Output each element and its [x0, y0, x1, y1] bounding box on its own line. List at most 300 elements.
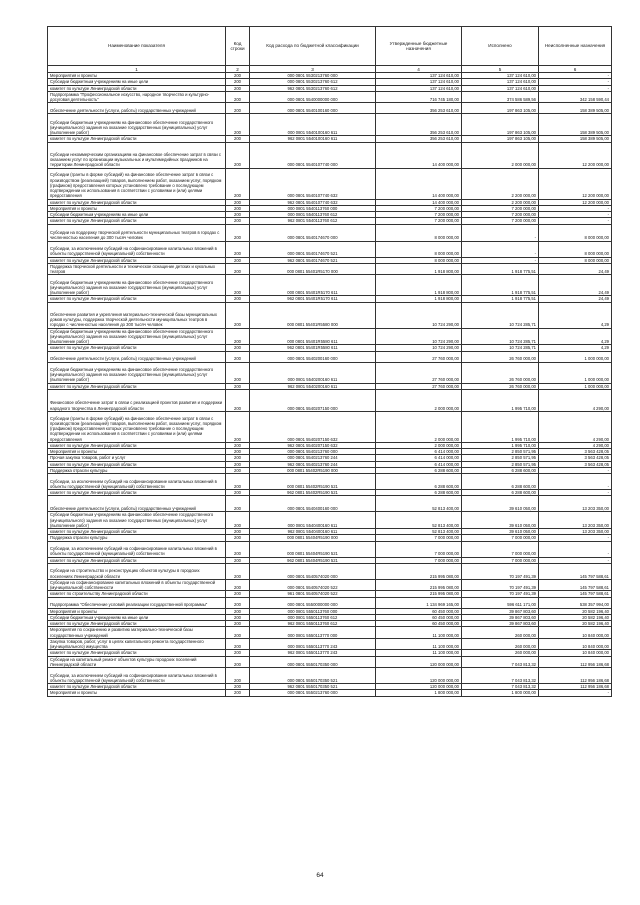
header-approved: Утвержденные бюджетные назначения — [376, 27, 462, 66]
row-name: комитет по культуре Ленинградской области — [48, 85, 226, 91]
row-line-code: 200 — [226, 103, 250, 114]
row-budget-code: 000 0801 5540100160 611 — [250, 114, 376, 136]
table-row — [48, 490, 612, 496]
row-line-code: 200 — [226, 296, 250, 302]
row-executed-amount: 1 918 775,51 — [462, 296, 539, 302]
row-unexecuted-amount: - — [539, 490, 612, 496]
row-approved-amount: 52 813 400,00 — [376, 512, 462, 529]
row-line-code: 200 — [226, 579, 250, 591]
row-line-code: 200 — [226, 455, 250, 461]
row-executed-amount: 2 850 571,95 — [462, 455, 539, 461]
table-row — [48, 461, 612, 467]
table-row — [48, 411, 612, 442]
row-name: комитет по строительству Ленинградской области — [48, 591, 226, 597]
column-number: 5 — [462, 66, 539, 73]
row-line-code: 200 — [226, 650, 250, 656]
row-line-code: 200 — [226, 257, 250, 263]
row-line-code: 200 — [226, 199, 250, 205]
row-line-code: 200 — [226, 389, 250, 411]
row-executed-amount: 26 760 000,00 — [462, 383, 539, 389]
table-row — [48, 614, 612, 620]
table-row — [48, 597, 612, 608]
row-executed-amount: 6 288 600,00 — [462, 490, 539, 496]
row-unexecuted-amount: 12 200 000,00 — [539, 142, 612, 168]
row-budget-code: 000 0801 5540574020 000 — [250, 563, 376, 579]
row-executed-amount: 2 200 000,00 — [462, 199, 539, 205]
row-budget-code: 000 0801 5540574020 522 — [250, 579, 376, 591]
row-unexecuted-amount: 8 000 000,00 — [539, 241, 612, 257]
row-budget-code: 000 0801 5540400160 611 — [250, 512, 376, 529]
table-row — [48, 690, 612, 696]
row-executed-amount: 1 918 775,51 — [462, 263, 539, 275]
row-executed-amount: 39 610 050,00 — [462, 529, 539, 535]
row-unexecuted-amount: 3 563 428,05 — [539, 449, 612, 455]
row-unexecuted-amount: 4,29 — [539, 328, 612, 345]
row-budget-code: 000 0801 5530213760 612 — [250, 79, 376, 85]
row-unexecuted-amount: - — [539, 73, 612, 79]
row-budget-code: 000 0801 5550000000 000 — [250, 597, 376, 608]
row-executed-amount: 10 724 285,71 — [462, 302, 539, 328]
table-row — [48, 263, 612, 275]
row-executed-amount: 197 863 105,00 — [462, 114, 539, 136]
row-executed-amount: - — [462, 224, 539, 241]
row-unexecuted-amount: 10 840 000,00 — [539, 627, 612, 639]
row-unexecuted-amount: 24,49 — [539, 263, 612, 275]
table-row — [48, 224, 612, 241]
row-budget-code: 000 0801 55401R5580 000 — [250, 302, 376, 328]
row-approved-amount: 7 000 000,00 — [376, 541, 462, 557]
table-row — [48, 621, 612, 627]
row-approved-amount: 7 200 000,00 — [376, 212, 462, 218]
row-executed-amount: 10 724 285,71 — [462, 328, 539, 345]
row-unexecuted-amount: - — [539, 218, 612, 224]
row-unexecuted-amount: 158 389 505,00 — [539, 114, 612, 136]
row-budget-code: 962 0801 5530213760 612 — [250, 85, 376, 91]
table-row — [48, 650, 612, 656]
row-name: комитет по культуре Ленинградской области — [48, 461, 226, 467]
row-executed-amount: 7 043 813,32 — [462, 684, 539, 690]
row-budget-code: 000 0801 5540000000 000 — [250, 91, 376, 103]
row-budget-code: 000 0801 5540100160 000 — [250, 103, 376, 114]
table-row — [48, 79, 612, 85]
row-name: комитет по культуре Ленинградской области — [48, 296, 226, 302]
row-approved-amount: 11 100 000,00 — [376, 650, 462, 656]
row-name: Субсидии бюджетным учреждениям на финансовое обеспечение государственного (муниципального) задания на оказание государственных (муниципальных) услуг (выполнение работ) — [48, 275, 226, 296]
row-budget-code: 962 0801 5550113760 612 — [250, 621, 376, 627]
row-line-code: 200 — [226, 241, 250, 257]
table-row — [48, 142, 612, 168]
row-budget-code: 962 0801 5540100160 611 — [250, 136, 376, 142]
row-budget-code: 000 0801 5540107740 000 — [250, 142, 376, 168]
row-executed-amount: 7 043 813,32 — [462, 656, 539, 668]
row-name: комитет по культуре Ленинградской области — [48, 218, 226, 224]
row-executed-amount: 197 863 105,00 — [462, 103, 539, 114]
row-approved-amount: 10 724 290,00 — [376, 345, 462, 351]
column-number: 3 — [250, 66, 376, 73]
row-executed-amount: 6 288 600,00 — [462, 474, 539, 490]
row-approved-amount: 6 414 000,00 — [376, 461, 462, 467]
row-approved-amount: 137 124 610,00 — [376, 79, 462, 85]
row-budget-code: 000 0801 5550113760 612 — [250, 614, 376, 620]
row-approved-amount: 6 414 000,00 — [376, 449, 462, 455]
row-approved-amount: 215 995 080,00 — [376, 591, 462, 597]
row-approved-amount: 11 100 000,00 — [376, 627, 462, 639]
table-row — [48, 684, 612, 690]
header-executed: Исполнено — [462, 27, 539, 66]
row-executed-amount: 2 000 000,00 — [462, 142, 539, 168]
row-unexecuted-amount: 4,29 — [539, 302, 612, 328]
row-name: Субсидии, за исключением субсидий на софинансирование капитальных вложений в объекты государственной (муниципальной) собственности — [48, 668, 226, 684]
row-budget-code: 962 0801 5550113770 243 — [250, 650, 376, 656]
row-executed-amount: 39 867 803,60 — [462, 614, 539, 620]
row-executed-amount: 260 000,00 — [462, 650, 539, 656]
table-row — [48, 114, 612, 136]
row-line-code: 200 — [226, 467, 250, 473]
row-approved-amount: 120 000 000,00 — [376, 684, 462, 690]
row-executed-amount: 260 000,00 — [462, 627, 539, 639]
row-executed-amount: 137 124 610,00 — [462, 79, 539, 85]
row-executed-amount: 26 760 000,00 — [462, 362, 539, 383]
header-line-code: Код строки — [226, 27, 250, 66]
row-executed-amount: 260 000,00 — [462, 638, 539, 650]
row-budget-code: 000 0801 5540107740 632 — [250, 168, 376, 199]
row-budget-code: 000 0801 55402R5190 521 — [250, 474, 376, 490]
row-unexecuted-amount: 20 582 196,40 — [539, 621, 612, 627]
row-unexecuted-amount: 20 582 196,40 — [539, 614, 612, 620]
row-line-code: 200 — [226, 212, 250, 218]
row-executed-amount: 1 995 710,00 — [462, 389, 539, 411]
table-row — [48, 345, 612, 351]
row-name: Прочая закупка товаров, работ и услуг — [48, 455, 226, 461]
table-row — [48, 442, 612, 448]
row-name: Субсидии бюджетным учреждениям на иные цели — [48, 79, 226, 85]
row-executed-amount: - — [462, 257, 539, 263]
row-unexecuted-amount: 8 000 000,00 — [539, 224, 612, 241]
row-approved-amount: 215 995 080,00 — [376, 563, 462, 579]
row-approved-amount: 1 918 800,00 — [376, 275, 462, 296]
row-approved-amount: 10 724 290,00 — [376, 328, 462, 345]
row-budget-code: 000 0801 55404R5190 521 — [250, 541, 376, 557]
row-budget-code: 962 0801 5540400160 611 — [250, 529, 376, 535]
row-name: Субсидии некоммерческим организациям на финансовое обеспечение затрат в связи с оказанием услуг по организации музыкальных и мультимедийных праздников на территории Ленинградской области — [48, 142, 226, 168]
row-unexecuted-amount: 10 840 000,00 — [539, 638, 612, 650]
row-line-code: 200 — [226, 608, 250, 614]
row-budget-code: 962 0801 5540113760 612 — [250, 218, 376, 224]
row-line-code: 200 — [226, 73, 250, 79]
row-approved-amount: 215 995 080,00 — [376, 579, 462, 591]
row-line-code: 200 — [226, 142, 250, 168]
row-approved-amount: 6 288 600,00 — [376, 490, 462, 496]
row-name: Мероприятия и проекты — [48, 690, 226, 696]
row-budget-code: 962 0801 5540207150 632 — [250, 442, 376, 448]
row-name: Субсидии на поддержку творческой деятельности муниципальных театров в городах с численностью населения до 300 тысяч человек — [48, 224, 226, 241]
row-line-code: 200 — [226, 690, 250, 696]
row-line-code: 200 — [226, 85, 250, 91]
row-name: Подпрограмма "Профессиональное искусство, народное творчество и культурно-досуговая деятельность" — [48, 91, 226, 103]
row-approved-amount: 137 124 610,00 — [376, 73, 462, 79]
row-unexecuted-amount: 8 000 000,00 — [539, 257, 612, 263]
row-executed-amount: 39 867 803,60 — [462, 621, 539, 627]
row-unexecuted-amount: 158 389 505,00 — [539, 136, 612, 142]
row-line-code: 200 — [226, 362, 250, 383]
row-executed-amount: 1 995 710,00 — [462, 442, 539, 448]
row-executed-amount: 39 610 050,00 — [462, 512, 539, 529]
row-approved-amount: 137 124 610,00 — [376, 85, 462, 91]
row-executed-amount: 7 000 000,00 — [462, 541, 539, 557]
row-unexecuted-amount: - — [539, 474, 612, 490]
row-line-code: 200 — [226, 218, 250, 224]
row-name: комитет по культуре Ленинградской области — [48, 442, 226, 448]
row-approved-amount: 52 813 400,00 — [376, 529, 462, 535]
table-row — [48, 136, 612, 142]
header-indicator-name: Наименование показателя — [48, 27, 226, 66]
table-row — [48, 656, 612, 668]
row-executed-amount: 10 724 285,71 — [462, 345, 539, 351]
row-unexecuted-amount: - — [539, 205, 612, 211]
row-line-code: 200 — [226, 496, 250, 512]
row-executed-amount: 197 863 105,00 — [462, 136, 539, 142]
row-line-code: 200 — [226, 474, 250, 490]
row-unexecuted-amount: 538 357 994,00 — [539, 597, 612, 608]
row-name: Мероприятия и проекты — [48, 449, 226, 455]
row-approved-amount: 60 450 000,00 — [376, 614, 462, 620]
row-unexecuted-amount: - — [539, 690, 612, 696]
table-row — [48, 351, 612, 362]
budget-execution-table — [47, 26, 612, 697]
row-budget-code: 000 0801 5550113770 000 — [250, 627, 376, 639]
row-name: Мероприятия по сохранению и развитию материально-технической базы государственных учреждений — [48, 627, 226, 639]
row-name: Субсидии на софинансирование капитальных вложений в объекты государственной (муниципальной) собственности — [48, 579, 226, 591]
row-approved-amount: 60 450 000,00 — [376, 608, 462, 614]
row-budget-code: 962 0801 55401R5580 611 — [250, 345, 376, 351]
row-approved-amount: 2 000 000,00 — [376, 411, 462, 442]
row-approved-amount: 1 800 000,00 — [376, 690, 462, 696]
row-executed-amount: 39 867 803,60 — [462, 608, 539, 614]
header-budget-classification: Код расхода по бюджетной классификации — [250, 27, 376, 66]
row-name: Обеспечение деятельности (услуги, работы) государственных учреждений — [48, 103, 226, 114]
table-row — [48, 85, 612, 91]
row-approved-amount: 8 000 000,00 — [376, 224, 462, 241]
row-approved-amount: 2 000 000,00 — [376, 442, 462, 448]
row-approved-amount: 60 450 000,00 — [376, 621, 462, 627]
row-line-code: 200 — [226, 529, 250, 535]
row-budget-code: 000 0801 55402R5190 000 — [250, 467, 376, 473]
column-number-row — [48, 66, 612, 73]
row-name: Субсидии на строительство и реконструкцию объектов культуры в городских поселениях Ленинградской области — [48, 563, 226, 579]
row-approved-amount: 6 288 600,00 — [376, 474, 462, 490]
table-row — [48, 541, 612, 557]
row-line-code: 200 — [226, 345, 250, 351]
row-name: Субсидии бюджетным учреждениям на иные цели — [48, 212, 226, 218]
row-unexecuted-amount: 13 203 350,00 — [539, 496, 612, 512]
row-executed-amount: 374 586 589,56 — [462, 91, 539, 103]
table-row — [48, 591, 612, 597]
row-budget-code: 000 0801 5540213760 244 — [250, 455, 376, 461]
row-unexecuted-amount: - — [539, 557, 612, 563]
row-name: Субсидии бюджетным учреждениям на иные цели — [48, 614, 226, 620]
row-unexecuted-amount: 20 582 196,40 — [539, 608, 612, 614]
row-unexecuted-amount: 145 797 588,61 — [539, 591, 612, 597]
row-executed-amount: 26 760 000,00 — [462, 351, 539, 362]
row-line-code: 200 — [226, 614, 250, 620]
row-budget-code: 961 0801 5540574020 522 — [250, 591, 376, 597]
row-executed-amount: 7 200 000,00 — [462, 205, 539, 211]
row-unexecuted-amount: - — [539, 541, 612, 557]
row-line-code: 200 — [226, 490, 250, 496]
table-row — [48, 199, 612, 205]
row-budget-code: 000 0801 5540400160 000 — [250, 496, 376, 512]
row-budget-code: 962 0801 55404R5190 521 — [250, 557, 376, 563]
row-approved-amount: 356 253 610,00 — [376, 114, 462, 136]
table-row — [48, 241, 612, 257]
row-budget-code: 000 0801 5540207150 000 — [250, 389, 376, 411]
row-approved-amount: 1 918 800,00 — [376, 263, 462, 275]
row-executed-amount: 1 995 710,00 — [462, 411, 539, 442]
row-budget-code: 000 0801 5540174670 000 — [250, 224, 376, 241]
row-budget-code: 000 0801 5550113760 000 — [250, 608, 376, 614]
row-line-code: 200 — [226, 79, 250, 85]
row-approved-amount: 7 200 000,00 — [376, 218, 462, 224]
row-name: Поддержка отрасли культуры — [48, 467, 226, 473]
row-executed-amount: 1 800 000,00 — [462, 690, 539, 696]
row-budget-code: 000 0801 5540200160 000 — [250, 351, 376, 362]
row-executed-amount: 2 850 571,95 — [462, 461, 539, 467]
row-name: Субсидии, за исключением субсидий на софинансирование капитальных вложений в объекты государственной (муниципальной) собственности — [48, 474, 226, 490]
row-unexecuted-amount: - — [539, 467, 612, 473]
table-body — [48, 73, 612, 697]
row-approved-amount: 6 414 000,00 — [376, 455, 462, 461]
row-executed-amount: 596 611 171,00 — [462, 597, 539, 608]
row-line-code: 200 — [226, 275, 250, 296]
row-line-code: 200 — [226, 136, 250, 142]
table-row — [48, 557, 612, 563]
table-row — [48, 383, 612, 389]
table-row — [48, 638, 612, 650]
row-line-code: 200 — [226, 656, 250, 668]
row-line-code: 200 — [226, 328, 250, 345]
row-name: комитет по культуре Ленинградской области — [48, 345, 226, 351]
row-name: Субсидии на капитальный ремонт объектов культуры городских поселений Ленинградской области — [48, 656, 226, 668]
row-name: Подпрограмма "Обеспечение условий реализации государственной программы" — [48, 597, 226, 608]
row-name: Мероприятия и проекты — [48, 73, 226, 79]
row-unexecuted-amount: 24,49 — [539, 296, 612, 302]
row-budget-code: 000 0801 5530213760 000 — [250, 73, 376, 79]
row-budget-code: 000 0801 5540200160 611 — [250, 362, 376, 383]
table-row — [48, 168, 612, 199]
row-name: Субсидии, за исключением субсидий на софинансирование капитальных вложений в объекты государственной (муниципальной) собственности — [48, 541, 226, 557]
row-unexecuted-amount: - — [539, 212, 612, 218]
table-row — [48, 563, 612, 579]
row-approved-amount: 7 000 000,00 — [376, 535, 462, 541]
table-row — [48, 668, 612, 684]
row-line-code: 200 — [226, 535, 250, 541]
row-budget-code: 000 0801 5540113760 000 — [250, 205, 376, 211]
row-line-code: 200 — [226, 302, 250, 328]
table-row — [48, 512, 612, 529]
row-name: Обеспечение деятельности (услуги, работы) государственных учреждений — [48, 496, 226, 512]
row-unexecuted-amount: 3 563 428,05 — [539, 455, 612, 461]
row-line-code: 200 — [226, 411, 250, 442]
row-unexecuted-amount: 13 203 350,00 — [539, 529, 612, 535]
row-name: Обеспечение развития и укрепления материально-технической базы муниципальных домов культуры, поддержка творческой деятельности муниципальных театров в городах с численностью населения до 300 тысяч человек — [48, 302, 226, 328]
table-header-row — [48, 27, 612, 66]
table-row — [48, 389, 612, 411]
row-unexecuted-amount: 145 797 588,61 — [539, 563, 612, 579]
row-unexecuted-amount: 10 840 000,00 — [539, 650, 612, 656]
row-unexecuted-amount: 342 158 590,44 — [539, 91, 612, 103]
row-budget-code: 962 0801 55401R5170 611 — [250, 296, 376, 302]
row-budget-code: 000 0801 5540207150 632 — [250, 411, 376, 442]
row-budget-code: 000 0801 55404R5190 000 — [250, 535, 376, 541]
row-unexecuted-amount: 1 000 000,00 — [539, 351, 612, 362]
row-line-code: 200 — [226, 205, 250, 211]
row-executed-amount: 2 850 571,95 — [462, 449, 539, 455]
row-line-code: 200 — [226, 621, 250, 627]
row-name: Обеспечение деятельности (услуги, работы) государственных учреждений — [48, 351, 226, 362]
row-name: Мероприятия и проекты — [48, 608, 226, 614]
row-approved-amount: 2 000 000,00 — [376, 389, 462, 411]
row-unexecuted-amount: 1 000 000,00 — [539, 362, 612, 383]
page-number: 64 — [316, 872, 324, 879]
table-row — [48, 212, 612, 218]
table-row — [48, 91, 612, 103]
table-row — [48, 627, 612, 639]
table-row — [48, 579, 612, 591]
table-row — [48, 218, 612, 224]
row-approved-amount: 356 253 610,00 — [376, 136, 462, 142]
row-executed-amount: 7 000 000,00 — [462, 557, 539, 563]
column-number: 2 — [226, 66, 250, 73]
row-line-code: 200 — [226, 461, 250, 467]
row-budget-code: 000 0801 5550170350 521 — [250, 668, 376, 684]
row-approved-amount: 716 745 180,00 — [376, 91, 462, 103]
row-name: комитет по культуре Ленинградской области — [48, 557, 226, 563]
row-unexecuted-amount: 145 797 588,61 — [539, 579, 612, 591]
row-budget-code: 000 0801 55401R5580 611 — [250, 328, 376, 345]
row-unexecuted-amount: 112 956 186,68 — [539, 656, 612, 668]
row-unexecuted-amount: 3 563 428,05 — [539, 461, 612, 467]
row-line-code: 200 — [226, 638, 250, 650]
row-executed-amount: 7 000 000,00 — [462, 535, 539, 541]
row-budget-code: 962 0801 5540213760 244 — [250, 461, 376, 467]
row-approved-amount: 27 760 000,00 — [376, 383, 462, 389]
row-name: комитет по культуре Ленинградской области — [48, 650, 226, 656]
row-approved-amount: 14 400 000,00 — [376, 142, 462, 168]
row-name: Финансовое обеспечение затрат в связи с реализацией проектов развития и поддержки народного творчества в Ленинградской области — [48, 389, 226, 411]
row-budget-code: 962 0801 5540174670 521 — [250, 257, 376, 263]
row-unexecuted-amount: 4 290,00 — [539, 389, 612, 411]
row-unexecuted-amount: - — [539, 79, 612, 85]
row-approved-amount: 10 724 290,00 — [376, 302, 462, 328]
row-name: Поддержка творческой деятельности и техническое оснащение детских и кукольных театров — [48, 263, 226, 275]
row-approved-amount: 7 200 000,00 — [376, 205, 462, 211]
row-line-code: 200 — [226, 114, 250, 136]
header-unexecuted: Неисполненные назначения — [539, 27, 612, 66]
row-name: комитет по культуре Ленинградской области — [48, 199, 226, 205]
row-unexecuted-amount: 24,49 — [539, 275, 612, 296]
row-approved-amount: 14 400 000,00 — [376, 199, 462, 205]
row-executed-amount: 137 124 610,00 — [462, 73, 539, 79]
row-unexecuted-amount: 158 389 505,00 — [539, 103, 612, 114]
table-row — [48, 328, 612, 345]
row-approved-amount: 7 000 000,00 — [376, 557, 462, 563]
row-unexecuted-amount: 1 000 000,00 — [539, 383, 612, 389]
row-unexecuted-amount: 4 290,00 — [539, 442, 612, 448]
row-name: Мероприятия и проекты — [48, 205, 226, 211]
row-executed-amount: 1 918 775,51 — [462, 275, 539, 296]
row-unexecuted-amount: 4 290,00 — [539, 411, 612, 442]
row-name: Субсидии бюджетным учреждениям на финансовое обеспечение государственного (муниципального) задания на оказание государственных (муниципальных) услуг (выполнение работ) — [48, 362, 226, 383]
